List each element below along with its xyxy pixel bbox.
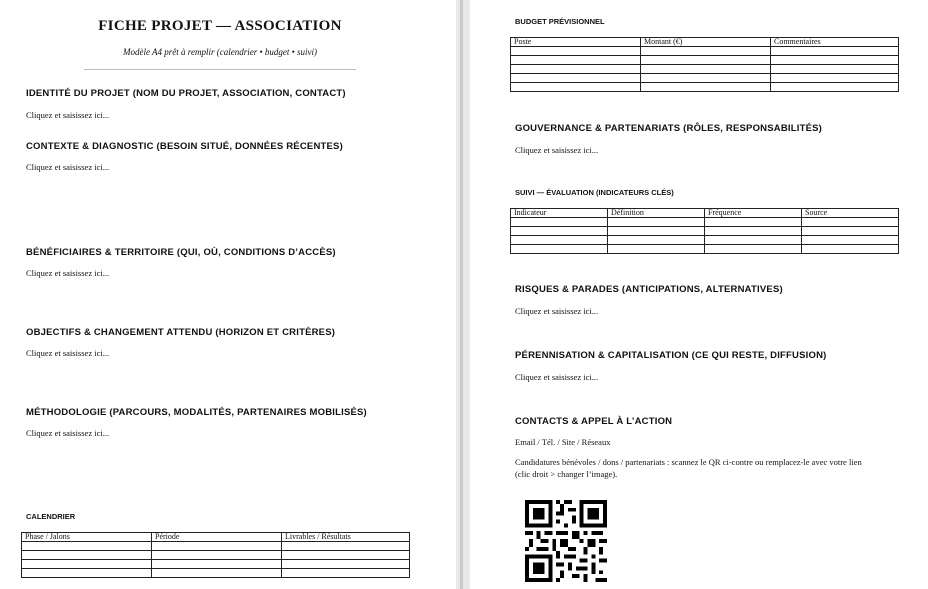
sustainability-heading: PÉRENNISATION & CAPITALISATION (CE QUI RESTE, DIFFUSION) xyxy=(515,350,827,361)
section-heading-beneficiaries: BÉNÉFICIAIRES & TERRITOIRE (QUI, OÙ, CONDITIONS D’ACCÈS) xyxy=(26,247,336,258)
budget-table xyxy=(510,37,899,92)
governance-field[interactable]: Cliquez et saisissez ici... xyxy=(515,145,599,155)
table-cell[interactable] xyxy=(511,47,641,56)
table-cell[interactable] xyxy=(511,65,641,74)
document-subtitle: Modèle A4 prêt à remplir (calendrier • budget • suivi) xyxy=(122,47,317,57)
column-header: Source xyxy=(802,209,899,218)
table-row[interactable] xyxy=(22,560,410,569)
table-cell[interactable] xyxy=(511,245,608,254)
column-header: Commentaires xyxy=(771,38,899,47)
table-cell[interactable] xyxy=(282,569,410,578)
objectives-field[interactable]: Cliquez et saisissez ici... xyxy=(26,348,110,358)
table-cell[interactable] xyxy=(771,47,899,56)
table-cell[interactable] xyxy=(22,569,152,578)
table-cell[interactable] xyxy=(641,56,771,65)
evaluation-table xyxy=(510,208,899,254)
governance-heading: GOUVERNANCE & PARTENARIATS (RÔLES, RESPONSABILITÉS) xyxy=(515,123,823,134)
identity-field[interactable]: Cliquez et saisissez ici... xyxy=(26,110,110,120)
column-header: Montant (€) xyxy=(641,38,771,47)
column-header: Phase / Jalons xyxy=(22,533,152,542)
table-cell[interactable] xyxy=(705,218,802,227)
table-cell[interactable] xyxy=(608,236,705,245)
table-cell[interactable] xyxy=(511,83,641,92)
qr-code-image[interactable] xyxy=(525,500,607,582)
evaluation-heading: SUIVI — ÉVALUATION (INDICATEURS CLÉS) xyxy=(515,188,674,197)
table-row[interactable] xyxy=(22,551,410,560)
risks-heading: RISQUES & PARADES (ANTICIPATIONS, ALTERNATIVES) xyxy=(515,284,783,295)
title-rule xyxy=(84,69,356,70)
table-cell[interactable] xyxy=(641,47,771,56)
methodology-field[interactable]: Cliquez et saisissez ici... xyxy=(26,428,110,438)
table-row[interactable] xyxy=(511,74,899,83)
table-cell[interactable] xyxy=(511,218,608,227)
column-header: Indicateur xyxy=(511,209,608,218)
column-header: Fréquence xyxy=(705,209,802,218)
calendar-table xyxy=(21,532,410,578)
table-row[interactable] xyxy=(511,47,899,56)
table-cell[interactable] xyxy=(152,551,282,560)
table-cell[interactable] xyxy=(22,542,152,551)
table-cell[interactable] xyxy=(152,542,282,551)
table-row[interactable] xyxy=(22,542,410,551)
contacts-heading: CONTACTS & APPEL À L’ACTION xyxy=(515,416,673,427)
table-cell[interactable] xyxy=(802,218,899,227)
column-header: Poste xyxy=(511,38,641,47)
table-cell[interactable] xyxy=(771,83,899,92)
table-header-row xyxy=(511,38,899,47)
table-cell[interactable] xyxy=(511,236,608,245)
table-row[interactable] xyxy=(22,569,410,578)
table-row[interactable] xyxy=(511,245,899,254)
context-field[interactable]: Cliquez et saisissez ici... xyxy=(26,162,110,172)
table-cell[interactable] xyxy=(511,74,641,83)
table-cell[interactable] xyxy=(802,236,899,245)
table-cell[interactable] xyxy=(282,560,410,569)
table-cell[interactable] xyxy=(22,551,152,560)
column-header: Période xyxy=(152,533,282,542)
left-page xyxy=(0,0,456,589)
calendar-heading: CALENDRIER xyxy=(26,512,76,521)
beneficiaries-field[interactable]: Cliquez et saisissez ici... xyxy=(26,268,110,278)
table-row[interactable] xyxy=(511,218,899,227)
table-cell[interactable] xyxy=(802,227,899,236)
call-to-action-line-2: (clic droit > changer l’image). xyxy=(515,469,618,479)
table-cell[interactable] xyxy=(705,227,802,236)
table-cell[interactable] xyxy=(22,560,152,569)
table-cell[interactable] xyxy=(641,65,771,74)
table-cell[interactable] xyxy=(152,569,282,578)
table-cell[interactable] xyxy=(802,245,899,254)
table-cell[interactable] xyxy=(641,83,771,92)
table-row[interactable] xyxy=(511,227,899,236)
section-heading-identity: IDENTITÉ DU PROJET (NOM DU PROJET, ASSOCIATION, CONTACT) xyxy=(26,88,346,99)
section-heading-objectives: OBJECTIFS & CHANGEMENT ATTENDU (HORIZON ET CRITÈRES) xyxy=(26,327,336,338)
contacts-line[interactable]: Email / Tél. / Site / Réseaux xyxy=(515,437,611,447)
table-header-row xyxy=(22,533,410,542)
table-cell[interactable] xyxy=(771,56,899,65)
table-cell[interactable] xyxy=(771,74,899,83)
table-cell[interactable] xyxy=(705,236,802,245)
column-header: Définition xyxy=(608,209,705,218)
table-row[interactable] xyxy=(511,56,899,65)
table-cell[interactable] xyxy=(705,245,802,254)
table-cell[interactable] xyxy=(771,65,899,74)
table-header-row xyxy=(511,209,899,218)
table-cell[interactable] xyxy=(282,551,410,560)
table-cell[interactable] xyxy=(608,245,705,254)
budget-heading: BUDGET PRÉVISIONNEL xyxy=(515,17,605,26)
table-cell[interactable] xyxy=(282,542,410,551)
table-cell[interactable] xyxy=(511,56,641,65)
risks-field[interactable]: Cliquez et saisissez ici... xyxy=(515,306,599,316)
section-heading-context: CONTEXTE & DIAGNOSTIC (BESOIN SITUÉ, DONNÉES RÉCENTES) xyxy=(26,141,343,152)
table-cell[interactable] xyxy=(641,74,771,83)
document-title: FICHE PROJET — ASSOCIATION xyxy=(98,18,342,34)
section-heading-methodology: MÉTHODOLOGIE (PARCOURS, MODALITÉS, PARTENAIRES MOBILISÉS) xyxy=(26,407,367,418)
page-gutter xyxy=(456,0,470,589)
call-to-action-line-1: Candidatures bénévoles / dons / partenariats : scannez le QR ci-contre ou remplacez-le avec votre lien xyxy=(515,457,862,467)
table-cell[interactable] xyxy=(152,560,282,569)
table-row[interactable] xyxy=(511,236,899,245)
sustainability-field[interactable]: Cliquez et saisissez ici... xyxy=(515,372,599,382)
table-cell[interactable] xyxy=(511,227,608,236)
table-cell[interactable] xyxy=(608,218,705,227)
page-divider xyxy=(460,0,463,589)
table-row[interactable] xyxy=(511,65,899,74)
table-row[interactable] xyxy=(511,83,899,92)
column-header: Livrables / Résultats xyxy=(282,533,410,542)
table-cell[interactable] xyxy=(608,227,705,236)
